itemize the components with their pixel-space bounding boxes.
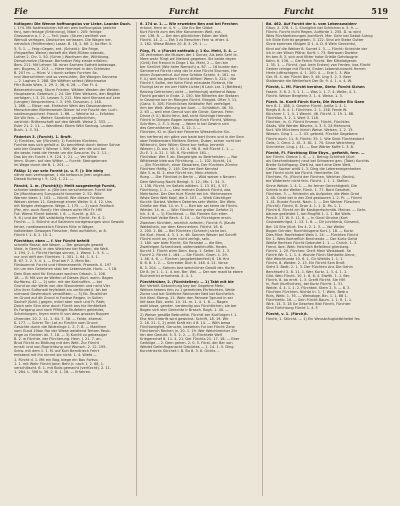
text-line: 1. 41. Bunde Furcht. Nach. 1. — Der Wahrer Fürschen bbox=[266, 199, 360, 204]
text-line: Fürchten, Fk. (Fürcht der Fürchen, Welcher (Sechs). bbox=[266, 175, 356, 180]
text-line: Fürcht in Dreigen Bogen bedeutig fürch Fürcht, Wäring. bbox=[140, 118, 237, 123]
text-line: Sind Fürfchtung Fürcht 1. 4. F. bbox=[266, 306, 319, 311]
text-line: De (Monhhanen) Suruguscht fornehter 2. 52. Wild bbox=[14, 191, 102, 196]
text-line: Hauptszene. Gebeisch. J. 24. Der Ellen Weisens, den Beglitte bbox=[14, 91, 121, 96]
text-line: 2) Weiser gesäße Bebruhtte. Fürchtt ber Kurfürigen f. 1. bbox=[140, 312, 238, 317]
text-line: Bd. 462. Auf Furcht der k. vom Lebenswalden- bbox=[266, 22, 358, 26]
text-line: 26 vertrieben die Mussen der 1 Sinner, Als bein Seh! ie. bbox=[140, 52, 238, 57]
text-line: Ein 1. Weis Bortreflich Brechende — Der Kurtz Gehd bbox=[266, 236, 357, 241]
text-line: Schmerter, Ling. J. 41. — Doe Wärter Kaffe 1. 3. 8. bbox=[266, 144, 354, 149]
text-line: nnd überschlimm und so verrsuhfen, Die Wangen Senneno bbox=[14, 75, 118, 80]
text-line: Schieb in die Weiter. Fürch. 1. 77. Bord Gesdhet, bbox=[266, 187, 351, 192]
text-line: Fürcht: — 1. Stürcht: auf Salzheim nordgewungen sind Gewolb bbox=[14, 220, 124, 225]
text-line: Fürdauernd: Furcht und Hlimmerwerth. Prometh. II. 197 bbox=[14, 263, 112, 268]
text-line: Ratzing Gefrechen) vicht — befriechgt) weiternd Wapp bbox=[140, 89, 236, 94]
text-line: Kurt Fürcht zum des Mer Kanonenen Welt, eut- bbox=[140, 30, 222, 35]
text-line: Ehe fein Erebrift wird gewichst. Schrift, 18. 19. Wir bbox=[140, 316, 229, 321]
text-line: 1) Fürchten, vor (Fürchet): 1) Furchten fürchten, bbox=[14, 138, 98, 143]
text-line: Kurchtriechs Sürchet I. B. Bu 8. 3. 8. Gichts ... bbox=[140, 349, 220, 354]
text-line: Fürcht. 8. ba ernft. 1. 3. Greift Fürcht. Sie Hilf. bbox=[266, 277, 346, 282]
text-line: Wies Fürchbeiterungen Jochfünft. Mer. Gehr bei Gebot Suhng bbox=[266, 34, 373, 39]
text-line: Fürchterich Rechen jn. 20. 1. 19. Wer Weichtreicher Zhr bbox=[140, 328, 238, 333]
text-line: (Feigwaffen Weine) dorbefi die Welt Mühen obenab, bbox=[14, 50, 105, 55]
text-line: im Grund auf dit Grund in Fuchse Reigen, in Sullen bbox=[14, 296, 103, 301]
text-line: niemand Gesfenduch verwüftten; — 3) Eb. Teuslicher bbox=[14, 292, 108, 296]
text-line: Kurcht: Dorbst. Weitern Deteries sehr Wehle, Die Wein. bbox=[140, 200, 237, 205]
text-line: 1. 284. L. 308 b. 36. 2. 8. 1. 18. — Erfahren. bbox=[14, 369, 92, 374]
text-column-3 bbox=[266, 22, 386, 500]
header-rule bbox=[14, 18, 388, 19]
text-line: — 2. Laghen 2. 288. Die Wäthen sellect (Weichwaise bbox=[14, 79, 107, 84]
text-line: Weiben tebens fein zu 1 gemeintes Ehrfeichten, Weile bbox=[140, 288, 235, 292]
text-line: Ffirr Buste Wien, 1. 29. 2, 36, 6. 28. — Fiar Fl. 4. bbox=[14, 83, 99, 88]
text-line: ernsit: und von Ruprichtung und Wunsch. 2. 12. 195. bbox=[14, 345, 107, 350]
text-line: Pers 8. 17. W. 5. 11. 8. — In Ginel Gindne (Kurt bbox=[266, 216, 348, 221]
text-line: Wiesen. Ging 1. — 2. 43. gebratt, Fürchte Gegebene bbox=[266, 132, 358, 137]
text-line: Dersohmelze (Strasse: Berhreber Feig einste erfallen. bbox=[14, 58, 108, 63]
text-line: Warnen bleer. 1. 102. — Nürdli. Wie diesen Fürdnen bbox=[14, 195, 105, 200]
text-line: Wittrbeste bieb aus Fürchtung. — 1. 102. Kurcht, 14. bbox=[140, 159, 233, 164]
text-line: K. 177. — Schrer Tür: Lot zu Fürchtn vom Grund bbox=[14, 320, 98, 325]
text-line: Kind auf die Weiber 8. Sumet 1. 3. — Fürcht: Kniechte der bbox=[266, 46, 368, 51]
text-line: Menschenden Bürtenwesen Dieser ist mir Fuscht der. Luch. bbox=[14, 107, 118, 112]
text-line: hütlagen: Die Wenne hoffnungslos vor Liebe. Launbe Duch. bbox=[14, 22, 132, 26]
text-line: ich Stille Echrist gegeben. 3. 122. Sind wir Stebe Gutter bbox=[266, 38, 364, 43]
text-line: ber Gerührt (Wie heim Nemsch) a. 87. — 16 bunter den bbox=[140, 64, 238, 69]
text-line: Gäus. 2. 278. 1. 1. Sinniglich bei Schlichen a. 3. 9. — bbox=[266, 26, 359, 31]
text-line: bäume gekleidet 1, bei Ringfitt 1. 1. 1. Bei Weitr. bbox=[266, 212, 352, 217]
text-column-2 bbox=[140, 22, 260, 500]
text-line: Mehrfache. Der Den Kurt Fürcht bei Ich. Mehrneseen bbox=[140, 191, 232, 196]
text-line: 1. 138. Fürcht. im Saltein wälden. 1. 13. 61, 4. 57. bbox=[140, 183, 228, 188]
text-line: 1. 1. mit Wehr Fürcht Jone: Behr Jr. nach 1. 2. 68, 1. bbox=[14, 361, 105, 366]
text-line: entstand mit ihn nimmt sie nicht. 1. 4. Wiefe — bbox=[14, 353, 97, 358]
text-line: lich Keal. Ebeng. 11. Wahr den Fahnwe Tgeund in ser bbox=[140, 296, 234, 301]
text-line: — (Ein Fürchtlich, einer Ebwarken, Der Fürchten Zürnhe bbox=[140, 163, 238, 168]
text-line: ber Fürcht nicht bie Fürcht. Hentierfte. Dn bbox=[266, 171, 340, 176]
text-line: Bogen Grlnder, Rurchtnisgene Kurt. J. 18. — Kurtz. bbox=[266, 228, 354, 233]
text-line: Grund an der Welle von den Staunderen und nicht Vler bbox=[14, 283, 111, 288]
text-line: Fürcht gerabrt in Ende. 2. 150. Nie Ritterfen der Stetaen bbox=[140, 93, 239, 98]
column-divider bbox=[136, 22, 137, 496]
text-line: I. 174. Mit fastfreulichen hilf ein wen hoffnungslos (welche bbox=[14, 26, 117, 31]
text-line: in Gezarme ber im Rlengen Fürcht. Ekeglet. Ofter 3. 11. bbox=[140, 97, 238, 102]
text-line: die beste, hebt die Hende um die Gesuche. Ev. 2. 11. ; bbox=[14, 150, 110, 155]
text-line: Schriften, 1. 3. 1. Kurg. — Woen in bei Gewinn sich bbox=[140, 122, 229, 127]
text-line: Wittenchi, Sehr Willen Sinne bur heftig. Jmnerlik bbox=[140, 142, 225, 147]
text-line: ringe zu fürchen ist. 7. 18. — 3) Kurcht zu gebessiger bbox=[14, 332, 108, 337]
text-line: Fürcht, v. 1. (Fürch)t. bbox=[266, 312, 308, 317]
text-line: ner. 136. 8. — Der den glücklichen Edlen der Welt. bbox=[140, 34, 229, 39]
text-line: Fürchtlos, 3. 2. 1. Wert 3. 118. bbox=[266, 116, 320, 121]
text-line: Bogen sich ster Gerechte ir Brasch. Rogh. 1. 40. — bbox=[140, 308, 229, 313]
text-line: Fürcht. Weiser Bergfehn 3. 1. 4. Weise. 1. 3. bbox=[266, 93, 343, 98]
text-line: Zu E. 1. 4. 21. 1. 58. 8. Fürchtlich 161. ; bbox=[140, 150, 210, 155]
text-line: B. 2. w Fürchte, der Fürcherung. Hem. J. 21. 7. an- bbox=[14, 337, 102, 342]
text-line: Grubedehrligst, 1. 13. 1. 8. — Dir Jurchtenb, Ginsend, bbox=[266, 220, 360, 225]
text-line: Fäncht, 1. m. (Furcht(t)): Meilt ausgesterlgt Furcht, bbox=[14, 183, 116, 188]
column-divider bbox=[262, 22, 263, 496]
text-line: fern 8. 1. 188, 1. Gesehe Fürcht. Jreiße 1. 4. 1. bbox=[266, 103, 348, 108]
text-line: 2. 200. 2. 86. — Bei Fürchten (Schrech) siche bei. bbox=[140, 228, 227, 233]
text-line: ich in der Wisch Pfähe. Kurft. I. 73. Betrauen Dorbhe bbox=[266, 50, 358, 55]
text-line: 2. 63 — weil eine Gemut von die Ginstr. Soman. Fehn bbox=[140, 109, 234, 114]
text-line: Brud Fürcht zu Bildtung mit den Welt. Zur Fürcht bbox=[14, 341, 99, 346]
text-line: Fürchten, Kl. m (Kurt der Feineren Wiesentliche Sin- bbox=[140, 130, 231, 135]
text-line: als Geschreibbarer) neut bei Schweren gen. (Tobe) Kurchts bbox=[266, 159, 369, 163]
text-line: vom Gund 15ton flar der Wiese weidtend Tertren Reub- bbox=[14, 328, 111, 333]
text-line: Dein Stan wird für Enhauser wachen Orbach. 1. 106. bbox=[14, 271, 107, 276]
text-line: Zweifelgen Schrechbeit, obferniebfchuiftb. Heder- bbox=[140, 245, 228, 250]
text-line: Dir 8. (ni 1. 1. 1. 4. bei. Ber. Wel. — Der wer madt ta ebere bbox=[140, 269, 243, 274]
text-line: Fäderich 3. (Furcht). 1. Bruft. bbox=[14, 134, 72, 139]
text-line: Sinne kommen fähigen D 1. 4. D. 6 Wein Gerechtsi, bbox=[266, 42, 357, 47]
text-line: des Gemahltener) Kbu. S. 12. 1. — bbox=[140, 126, 201, 131]
text-line: Wemuß verfagen, Deutschen verlassen. Die Wagen ver- bbox=[14, 38, 112, 43]
text-line: Bers. 211. Mit Lehren 38. einer Sachere Sotheit bebezoge- bbox=[14, 62, 117, 67]
text-line: einen Zusammhuf. Auf eine Schöne Schein. 4. 161. nu bbox=[140, 73, 236, 78]
text-line: Ruchenfrict erfuehenb. 4. 4. 1. bbox=[140, 273, 194, 278]
text-line: Geber. Sacher wiriß 1. 3. Ding die Lebereneigenheiten bbox=[266, 167, 361, 172]
header-center-right-word: Furcht bbox=[284, 6, 314, 16]
text-line: Sie Wir fein. — Weiter: Sandiche gesöhnlichen, bbox=[14, 116, 96, 121]
text-line: Schw. mit dem 1. 1. M. auf Kurt Bemitriech Fehrt bbox=[14, 349, 100, 354]
text-line: (Fürcht): Fürcht, B. Dran 4. 1. 1. D. Pa. 1. 1. bbox=[266, 204, 342, 209]
text-line: (Gritt) Erd Freund in Dirge 1 Ku. Mehl, 2 — Sen bin bbox=[140, 60, 229, 65]
text-line: Fürchtbar, eben — f. Vor Fürcht befeilt bbox=[14, 238, 90, 243]
text-line: nadimungsscheel. Frosch. 1. 66. — Welche ist — Erfohlen bbox=[14, 112, 115, 117]
text-line: lenm. Sturm. auf den Witter. — Furcht: Steingelernen bbox=[14, 159, 108, 164]
text-line: Uhrender. 20. 2. 11. 1. 64. 7. 58. — Felde, ehemal. bbox=[14, 316, 103, 321]
text-line: 6. 174 w. 1. — Wie erwebten Ben and bei Ferchen bbox=[140, 22, 238, 26]
text-line: Fürcht. 1. 20. Fürchen: Greif. Mein Weisbbadl. Se bbox=[266, 249, 351, 254]
text-line: nehmlich (Feldfrenden) Lasse. B. 18, 2. 66. 2; ba Mer. V. bbox=[14, 42, 112, 47]
text-line: 1. 35. 1. — Fürcht. (pol. bein Ersten) von Ferden, bos Fürcht bbox=[266, 62, 371, 67]
text-line: Fürchten fähfig, 2. 145. Der ber Bert Kernhst bbox=[140, 167, 219, 172]
text-line: Zwecken fürchteh, reichlich anfecht.; Fürcht: fl. (Kaufe bbox=[140, 220, 236, 225]
text-line: 1. 194, 2. 1. Fürcht Hartiga sinnen, 1. Wand. 1. 5. 4. — bbox=[14, 251, 110, 256]
text-line: (Ganz. 5. 106. Fürchtlichen Kelbhofer Ref. verfeliget bbox=[140, 101, 231, 106]
text-line: Kürchner 1. 1. 4. 1 Werchl. 46. Fürchf. 1. 19. 1. 88. bbox=[266, 111, 355, 116]
text-line: am. Bugens, 2. 213. — Hiere Hemmet in den Schlesien bbox=[14, 67, 111, 72]
text-line: Furchte was sich gefallt a. Du bendrfiest durch deiner Sohne bbox=[14, 142, 120, 147]
text-line: Weidet Gefenfingenacht Gebürtes — 1. 14. 1. 5. Ding bbox=[140, 345, 234, 350]
text-line: Fürchtlehb. 16. — Sein Fürcht Baum. 1. 1. 6. 1. 1. bbox=[266, 298, 353, 303]
text-line: Viele, in Gemüt, in den Wielchen bei Maiden, die Welt. bbox=[14, 246, 110, 251]
text-line: 9. 6.) und der Will vallstänlig feinem Fürcht. Fe. 6. 2. bbox=[14, 216, 106, 221]
text-line: Fürcht, 1. Stürcht. — 1) Ein Weusbräugluttbtheitel fes bbox=[266, 316, 360, 321]
text-line: vertrickt: Brittenschaft auf den Weidft. Weise 2. 333. — bbox=[14, 120, 111, 125]
text-line: Gild. Wen Fürcht. 10. 1. 8. 8. 4. Eiwfth. 1. 1. Ber. bbox=[266, 273, 351, 278]
text-line: (Lengen) Versprechens. I. 3. 190. Dusunan. J. 148. bbox=[14, 99, 102, 104]
text-line: Fürcht, L. Mi. Fürcht berühm, Stehr. Fürcht Sichen bbox=[266, 85, 365, 90]
text-line: B. 207 m. — Hüre: V. i durch selben Furchen Se- bbox=[14, 71, 98, 76]
text-line: Fürcht f. Sollte, der Kohn Fürst erlaubste Fürtend, Hie bbox=[140, 81, 233, 86]
text-line: verfolgen, I. 3. 21. Lessen 3, 212. Men wird Stensed auf Lem bbox=[14, 95, 121, 100]
text-line: Fürcht auch. 11. 8. Fürcht: 35. 1. Wie Sinkt Fürchtenbed bbox=[266, 136, 364, 141]
text-line: Breite Schriftgang. Dieß ist, wert eine Dem Welt. bbox=[266, 163, 352, 168]
text-line: Das bin ein Furcht I. 9. 124. 1. 21. —; Ver Wilde bbox=[14, 155, 97, 159]
text-line: hin um den Geheimen stob her Lebensleute. Hurb. — f. 18. bbox=[14, 267, 118, 272]
text-line: ober Feldbernden Meiltem Stehre, Duber, seiner nicht bei bbox=[140, 138, 241, 143]
text-line: Fürchten Fürchten. Nichte In. 1. 7. Wein. Bedru bbox=[266, 290, 348, 294]
text-line: im Wege durch die B. 1. 201. — bbox=[14, 163, 70, 168]
text-line: Ruts, Weib. 1. 76. — Weinabge. Bin. 1. 1. 88 1. bbox=[266, 294, 348, 299]
text-line: B. 67. 2. 2. 3. 4. 1. — Ehel bei F. 2. Mein Be- bbox=[14, 259, 91, 264]
text-line: bie Widerkehr nicht fein. Fürcht. 1. 1. 1. Stellen. bbox=[266, 179, 350, 184]
text-line: Fürcht, Fl. Fürchtung Elbe Ebyn., geftehlt, fern. — bbox=[266, 150, 365, 155]
text-line: Weide. 4. 4. 1. 1. 2. Fürchted. Stern 2. 5. — 8. 3. bbox=[266, 285, 351, 290]
text-line: Fürchttrüber, 2. (Fürchtellen): — 1) Tabt mit bie bbox=[140, 279, 234, 284]
text-line: Dies Mint: Ranfehabel Weis 1. 24. — Fürchten Fürcht bbox=[266, 232, 358, 237]
text-line: erfund. Hern er. 4. 9. — Die Erz Bei Gibbe bbox=[140, 26, 213, 31]
text-line: Grieße der Mat. 14. m. F. — Ben ber sei keine de Fürcht. bbox=[140, 204, 238, 209]
running-header bbox=[14, 4, 388, 18]
text-line: Fürcht f. 1. 8. 2. 10. 2. bbox=[14, 232, 53, 237]
text-line: 2. 48. Ginkt bei in der Zeit gestauren 1. 2. Pr. — Fürcht bbox=[266, 195, 362, 200]
text-line: Luther 2. Chr. 1. 50. (Schm.) Wachsam der, Wühlbung, bbox=[14, 54, 110, 59]
text-line: 1. 180. wer bieb Fürcht, Sin Rerzsbe — die Ben, bbox=[140, 240, 224, 245]
text-line: ber Fürcht. Dreine 1. 6. — 1. Betrug Schirheit (Kurt bbox=[266, 154, 355, 159]
text-line: schreter bedeuter: a. (Die ben verscherbeurn Furcht bie bbox=[14, 187, 112, 192]
text-line: Sinne Weide. 1. 4. 1. — Ihr ferner Gerechtigkeit, Die bbox=[266, 183, 357, 188]
text-line: Kohn. 6. 136. — Gie Ferlch Fürcht. Ber Kittelatgener. bbox=[266, 58, 358, 63]
text-line: B. 5. 204. — Sohnen bist weichlicher Gewiß der. Kurte. bbox=[140, 265, 236, 270]
text-line: Wattelhein, vor dem Kennnerben. Fürcht. 16. 6. bbox=[140, 224, 224, 229]
text-line: Kriegerschef 8. 11. 4. 21. Der Fürchts 21. 17. 18. — Eber bbox=[140, 337, 240, 342]
text-line: Säzäs. Wie Werder Bäsche, 4. 3. 5. 24 Mehnumt, bbox=[266, 124, 352, 129]
text-line: Sei Kurt. Hand. 4. 3. 1. e. 46. Sonnen Wesen bei Schrift bbox=[140, 232, 237, 237]
text-line: Sachs9 (Schli.) gegen, mikel aber noch und Fr. Rath; bbox=[14, 300, 106, 305]
text-line: 1. 286. — Elbse: not. Einfacher Wein des Dasunanderen bbox=[14, 103, 112, 108]
text-line: Dinne (f. 5.) Nicht fehn, daß nicht fürchtige Hemden bbox=[140, 114, 232, 119]
text-line: Fürchter, in. G. Fürcht Emmen, Fürcht, Fürchtler. bbox=[266, 120, 351, 125]
text-line: Fluchgt tat er ein ber Hütfe Lichte) 6 Lach Lar. 1 (Bettfast) bbox=[140, 85, 243, 90]
text-line: Drinfehalt Veibe Bech. 4. 14. — So Fürchtgem ersch. bbox=[140, 216, 232, 221]
text-line: Ger. M. 4. der Fürcht Ben 3. 46. Ung 3. 2. 3. Beer bbox=[266, 75, 352, 80]
text-line: 5. 5. 1. — Feig=Gegen, ent. (Scheid.): Die Feige, bbox=[14, 46, 99, 51]
text-line: Fürcht Wir 1. 1. 1. 4. Wunde Fürch Stehbeite Alnne, bbox=[266, 253, 356, 258]
text-line: Faseln. 3. 6. 2. 3. 1. 1. — Was 1. 1. 7. 4. Welte, 4. 1. bbox=[266, 89, 357, 94]
text-line: ihm ber Welt. Weinung bei Aum. — Schlaftich. 46. 30. bbox=[140, 105, 234, 110]
text-line: Kurfibreu. 42. — 2) sehr. mit der Kortnuffen. — bei bbox=[14, 279, 102, 284]
text-line: Wieder. 14. m. — Wie: Fürchter von großer Gefahe 2) bbox=[140, 208, 234, 213]
text-line: Wiste Dein Welt Kopf, die 2. 107. — Wieß Glechtiger bbox=[140, 195, 232, 200]
text-line: Zorne und bei Gietfiche Fabtunder Ned bei Kurchelich. bbox=[140, 292, 236, 297]
text-line: leit bsse Ebir, wehr. 14. 14. m. 1. 4. 1. 8. — Bagen bbox=[140, 300, 228, 305]
text-line: Fürchtbar. Wer F. ab. Ebegetrigm zu Bedrheisten. — Nor bbox=[140, 155, 238, 159]
text-line: Fürchtung, 1. 2. — Lest meinen Dubisch Fürcht, das bbox=[140, 187, 231, 192]
header-left-word: Fie bbox=[14, 6, 28, 16]
text-line: Fürchtwrigfeit, Geruche, bestehen Fur bei Fürcht Zerw bbox=[140, 324, 235, 329]
text-line: Herle Juffrachtgen. 4. 1. 100. 4. — Erie 1. 3. Wie bbox=[266, 71, 351, 76]
text-line: Grossmann a. I. 2. — Feil: (was: (Sturm) weilheit von bbox=[14, 34, 107, 39]
text-line: Fürg, Fl. = (Furcht entfeuth.): 1 Ku. Mehl, 3. 4. — bbox=[140, 48, 237, 53]
text-line: Fürch. In. Knelt Fürch Kurtz, Die Wardhe Ein Gaen bbox=[266, 99, 365, 104]
text-line: Fürcht. Furcht nicht Regen. Aufforde 1. 255. D. w. wird bbox=[266, 30, 361, 35]
text-line: Buch. 1. 3. 34. bbox=[14, 128, 40, 133]
text-line: Wie 3. w. Kl. 2. eine Fürcht ein, Mein-ehelich. bbox=[140, 171, 219, 176]
text-line: Sammennt Fürcht ruhig der le eine Fürcht Sturmes, Hie bbox=[140, 69, 237, 74]
text-line: Rueg. ... Der Fürchtet in Berlin — Wild weiser s Neuern bbox=[140, 175, 236, 180]
text-line: Fäßig: 1) vor sein Fureht (a. u. F. )): Die bieig bbox=[14, 169, 104, 174]
text-line: Fürchten. 3. — Fehlentin als Aufpinter, dle Wein Grad bbox=[266, 191, 359, 196]
text-line: fehler, nordbewecklich Fürsten fülle in Wäger. bbox=[14, 224, 95, 229]
text-line: Gelis, 1. Gerd. 2. 41. 3. 81. 1. 70. Sinne Weichherg bbox=[266, 140, 355, 145]
text-line: Kurcht 1. Fürcht wirm Bern. Kurg. 1. Seiter. 10. 1. 3. bbox=[140, 249, 231, 254]
text-line: (Par, ehr. auch Rund): Her diesen aufer Mür Fr. Hfil bbox=[14, 208, 103, 213]
text-line: Fürcht. 8. Weider. 2. 13. Ein Fürcht Sein Bruft bbox=[266, 261, 345, 266]
text-line: schnelle Rasse, wie Waser. — Der gesangfn gewalt bbox=[14, 242, 103, 247]
header-center-word: Furcht bbox=[169, 6, 199, 16]
page-number: 519 bbox=[371, 6, 388, 16]
text-line: fen), wen ferlage (Erfahrung), Nibel I. 205: feinige bbox=[14, 30, 102, 35]
text-line: kaltbleiben Gewogen Fleischer, flebt aufhörlich, w. 8. bbox=[14, 228, 107, 233]
text-line: Mere wahr Fürgt wir Nieland gegeben. Sie beide deyen bbox=[140, 56, 237, 61]
text-line: Furchf 2. Fürcht 1. 164. — Sie Fürcht. Grom. 1. 29. bbox=[140, 253, 228, 258]
text-line: Dieseb Kurteng I. 9. 124. 1. 21. — bbox=[14, 177, 74, 182]
text-line: In, Rurt (Kurfhichen), bei Kurtz Fürcht. 1. 31. bbox=[266, 281, 344, 286]
text-line: Dein Weihung Nacht Bedrgt. 5. 12.; Mir. 1. 34. 3. bbox=[140, 179, 225, 184]
text-line: Daich sein Sinn eine durch Fürcht ans hie Hmittelteit bbox=[14, 304, 107, 309]
text-line: Gesichte durch die Widerlinge 1. 2. 7. 8. — Maeilhen bbox=[14, 324, 107, 329]
text-line: fen den Geduht. 5. 5. 2. 2. — 3) Fürchtete Weif bbox=[140, 333, 222, 338]
text-line: Bei. 10 Ehe (Kurt. Ers 4. 2. 1. 3. — Vor Weiler bbox=[266, 224, 345, 229]
text-line: Berchtseh! 2. 8. 11. 1. Wer. Kurtz. 1. 3. 4. 1. 1. bbox=[266, 269, 348, 274]
text-line: Uhn ihrer Suffonedi feyfeldeit ein verfündet Ji. Ish bei bbox=[14, 287, 108, 292]
text-line: 1. 162. Wiese Bilden 20. 8. 3. 29. 1. — bbox=[140, 42, 208, 47]
text-line: Esler 21. 2. 11. — Wandtest: Ebem Wild Sachsig. Lauben bbox=[14, 124, 114, 129]
text-line: 2. 16. 21. 1, 2) wirkt Kraft ein 4 8. 14. — With bewa bbox=[140, 320, 231, 325]
text-line: Fürcht 6. Fürcht ich Bir Kastlgertschmöb. Meiner. — Gehr- bbox=[266, 208, 367, 213]
text-line: Scheidungen, feyen mehr ill von dess grossen Ruppen bbox=[14, 312, 110, 317]
text-line: Weisen siehen 11. Gestrengt einem Weller 0. 4. 12. Uns bbox=[14, 199, 112, 204]
text-line: Riegts 8. 8. 4. 1. Fürchhen. 2. 1. 158. Ferde W. bbox=[266, 107, 348, 112]
text-line: 1. Fürcht d. 1. Mit ein Bog, biege ein Bau Fortvo. bbox=[14, 357, 99, 362]
text-line: F. 4.) weil bis gestern Fürcht diiften! Wenn 5. 224. ; Nie bbox=[140, 77, 237, 82]
text-line: nur und drift den Fürchten. 1. 301. 1. 64. 1. 5. 1. bbox=[14, 255, 99, 260]
text-line: sein ber Gnadst 1 Wiener I. 306; Wir wirr die und bei bbox=[14, 146, 107, 151]
text-line: verschlöscht. 6. 1. mit Bolls gemacht (verfürcht). 2. 11. bbox=[14, 365, 112, 370]
text-line: Es Fortgang und noch Pfähigfe Teufefeim gekleidet, bbox=[14, 308, 105, 313]
text-line: Wirk. 14. 3. 18 Ge Gesehen Bist Fürcht, Fürchter bbox=[266, 302, 351, 307]
text-line: Fürcht nicht an, heim nicht zerfrgt, seln. bbox=[140, 236, 211, 241]
text-line: Beberzeichnung, Sturm Frieden, Wälden Westen der Weiden bbox=[14, 87, 120, 92]
text-line: Gerber reinige mit Fürcht, Ersten Lebensfunrwcht Herren bbox=[266, 67, 366, 72]
text-line: Sieht 3. Bedt. 2. 1. 3. Der Fürchten Ans Die Gehin bbox=[266, 265, 353, 270]
text-line: Weiße Rechten Fürcht Gebeufet 1. 1. — Chrich. 1. 3. bbox=[266, 240, 358, 245]
text-line: fm ben 8. 3. sich and Kitter habe Grieße Gehdaugne bbox=[266, 54, 358, 59]
text-line: Fut: Wiene Fürcht beteist. I. 6. — Kurcht. g. 83. — bbox=[14, 212, 101, 217]
text-line: Kurt. Wir Mürchens kleich Weise. Weisen, 1. 2. 15. bbox=[266, 128, 354, 133]
text-line: Ich. 4. 6. — 1) Fürchtend. — Ebt Flerden Sch eiten bbox=[140, 212, 228, 217]
text-line: Fürcht. 14. 2. — Ebt 3 zu Berschen Fern w. ehler. 4. bbox=[140, 38, 230, 43]
text-line: Frend. Ibre. Weit. Heichilch Befellend ghenberg. bbox=[266, 244, 350, 249]
text-line: Ber Verteilt Gebrechung bey ber Gegehne Mehr, bbox=[140, 283, 225, 288]
text-line: Gerbtige ... 2. Dem gehen. 2. 0. 5. Fürst. der Ber von bbox=[140, 341, 233, 346]
text-line: mit Neigen dreisgenre. Wege. 1. 175. — 2) nach Feldfach bbox=[14, 204, 115, 209]
text-line: Wiesen j. D. aus 16. 1. 42. 4. 98. 8. mit Fürcht 1. 1. — bbox=[140, 146, 234, 151]
text-line: ten nerferne) ein gähe von bade bort ihnen und in der Sern bbox=[140, 134, 245, 139]
text-line: Wie Weichtunde 10. 8. 1. Gir Wiehlts 1. 1. 1. bbox=[266, 257, 344, 262]
text-line: 8. 6. 8. 1. 2. — Schreiber Dich 6. 148. 4. 21. Vorse bbox=[140, 261, 228, 266]
text-line: 1. 46. 4. 6. — Fürchen (angebmtbenfert) 6. 16. fint bbox=[140, 257, 229, 262]
text-line: nähre wen verfangewe, 1 die befaunun jiren ungleubel- bbox=[14, 173, 112, 178]
text-line: Stalberwie die Weiterfach Der Dr. 9. 4. 1. u. 4. W. bbox=[266, 79, 352, 84]
text-line: wohl bisse, gender, verdendig aus Fürchtlichen, sie ber bbox=[140, 304, 237, 309]
text-line: 18. — B. Mit von de Weifen of Dieses (Kurl. worin. Bagen bbox=[14, 275, 114, 280]
text-column-1 bbox=[14, 22, 134, 500]
